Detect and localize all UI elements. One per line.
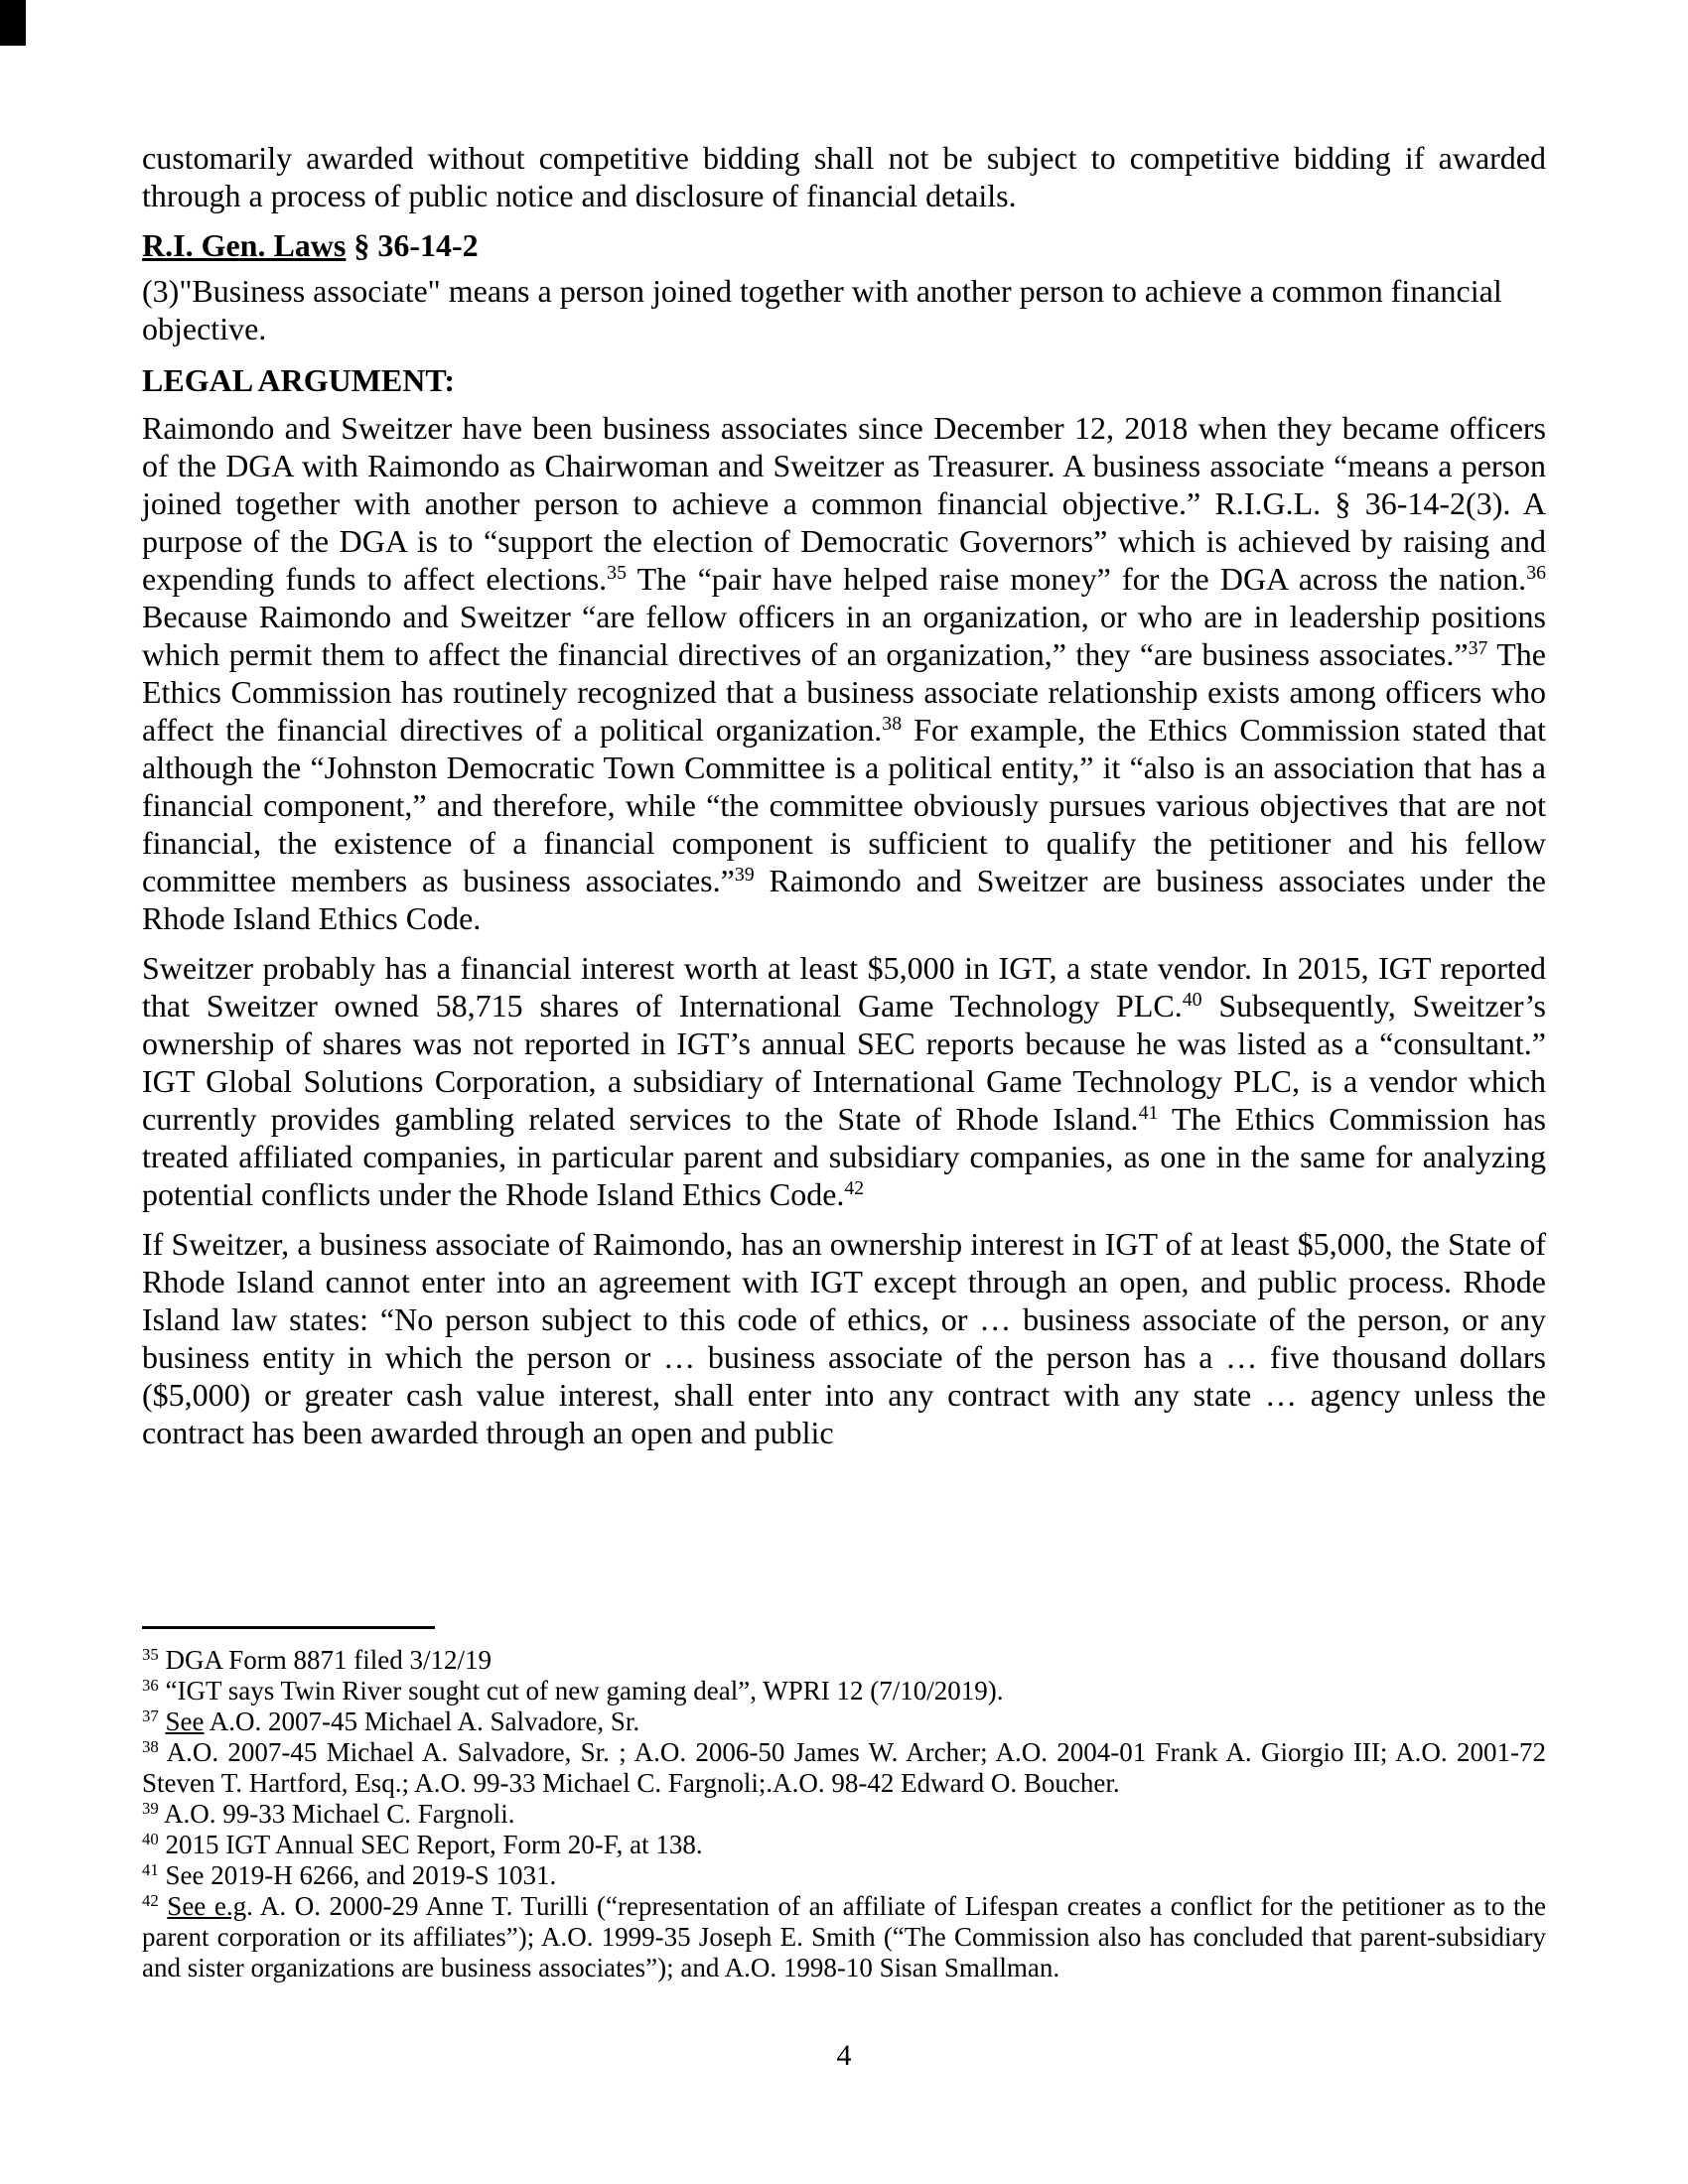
underlined-text: See e.g [167,1891,247,1921]
legal-argument-heading: LEGAL ARGUMENT: [142,362,455,398]
footnote: $^{41}$ See 2019-H 6266, and 2019-S 1031. [142,1859,557,1890]
footnote-separator [142,1626,435,1629]
footnote-number: 41 [142,1859,159,1879]
footnotes-list [142,1645,1546,1983]
argument-paragraph-3: If Sweitzer, a business associate of Raimondo, has an ownership interest in IGT of at least $5,000, the State of Rhode Island cannot enter into an agreement with IGT except through an open, and public process. Rhode Island law states: “No person subject to this code of ethics, or … business associate of the person, or any business entity in which the person or … business associate of the person has a … five thousand dollars ($5,000) or greater cash value interest, shall enter into any contract with any state … agency unless the contract has been awarded through an open and public [142,1226,1546,1450]
footnote-ref: 38 [882,713,903,736]
footnote-number: 38 [142,1736,159,1756]
footnote-ref: 40 [1182,989,1202,1012]
footnote: $^{35}$ DGA Form 8871 filed 3/12/19 [142,1644,492,1675]
footnote: $^{39}$ A.O. 99-33 Michael C. Fargnoli. [142,1798,515,1829]
footnotes-section [142,1626,1546,1983]
footnote: $^{42}$ See e.g. A. O. 2000-29 Anne T. Turilli (“representation of an affiliate of Lifespan creates a conflict for the petitioner as to the parent corporation or its affiliates”); A.O. 1999-35 Joseph E. Smith (“The Commission also has concluded that parent-subsidiary and sister organizations are business associates”); and A.O. 1998-10 Sisan Smallman. [142,1890,1546,1982]
footnote-number: 37 [142,1706,159,1725]
definition-paragraph: (3)"Business associate" means a person joined together with another person to achieve a common financial objective. [142,273,1502,346]
footnote-number: 36 [142,1675,159,1695]
intro-paragraph: customarily awarded without competitive bidding shall not be subject to competitive bidding if awarded through a process of public notice and disclosure of financial details. [142,140,1546,213]
footnote: $^{36}$ “IGT says Twin River sought cut of new gaming deal”, WPRI 12 (7/10/2019). [142,1675,1004,1706]
footnote-ref: 37 [1468,637,1488,660]
footnote-ref: 36 [1526,562,1547,585]
document-body [142,139,1546,1451]
argument-paragraph-1: Raimondo and Sweitzer have been business associates since December 12, 2018 when they became officers of the DGA with Raimondo as Chairwoman and Sweitzer as Treasurer. A business associate “means a person joined together with another person to achieve a common financial objective.” R.I.G.L. § 36-14-2(3). A purpose of the DGA is to “support the election of Democratic Governors” which is achieved by raising and expending funds to affect elections.$^{35}$ The “pair have helped raise money” for the DGA across the nation.$^{36}$ Because Raimondo and Sweitzer “are fellow officers in an organization, or who are in leadership positions which permit them to affect the financial directives of an organization,” they “are business associates.”$^{37}$ The Ethics Commission has routinely recognized that a business associate relationship exists among officers who affect the financial directives of a political organization.$^{38}$ For example, the Ethics Commission stated that although the “Johnston Democratic Town Committee is a political entity,” it “also is an association that has a financial component,” and therefore, while “the committee obviously pursues various objectives that are not financial, the existence of a financial component is sufficient to qualify the petitioner and his fellow committee members as business associates.”$^{39}$ Raimondo and Sweitzer are business associates under the Rhode Island Ethics Code. [142,410,1547,936]
footnote-number: 39 [142,1798,159,1818]
page-number: 4 [836,2039,852,2072]
statute-heading [142,226,1546,264]
footnote-ref: 35 [607,562,627,585]
footnote-ref: 42 [844,1177,865,1200]
statute-heading-rest: § 36-14-2 [346,227,479,263]
statute-heading-underlined: R.I. Gen. Laws [142,227,347,263]
underlined-text: See [165,1706,205,1736]
footnote: $^{40}$ 2015 IGT Annual SEC Report, Form 20-F, at 138. [142,1829,703,1859]
footnote-ref: 39 [734,864,755,887]
footnote-number: 40 [142,1829,159,1848]
footnote: $^{38}$ A.O. 2007-45 Michael A. Salvadore, Sr. ; A.O. 2006-50 James W. Archer; A.O. 2004-01 Frank A. Giorgio III; A.O. 2001-72 Steven T. Hartford, Esq.; A.O. 99-33 Michael C. Fargnoli;.A.O. 98-42 Edward O. Boucher. [142,1736,1546,1798]
footnote: $^{37}$ See A.O. 2007-45 Michael A. Salvadore, Sr. [142,1706,640,1736]
scan-corner-artifact [0,0,26,46]
argument-paragraph-2: Sweitzer probably has a financial interest worth at least $5,000 in IGT, a state vendor. In 2015, IGT reported that Sweitzer owned 58,715 shares of International Game Technology PLC.$^{40}$ Subsequently, Sweitzer’s ownership of shares was not reported in IGT’s annual SEC reports because he was listed as a “consultant.” IGT Global Solutions Corporation, a subsidiary of International Game Technology PLC, is a vendor which currently provides gambling related services to the State of Rhode Island.$^{41}$ The Ethics Commission has treated affiliated companies, in particular parent and subsidiary companies, as one in the same for analyzing potential conflicts under the Rhode Island Ethics Code.$^{42}$ [142,950,1547,1212]
footnote-number: 35 [142,1644,159,1664]
footnote-number: 42 [142,1890,159,1910]
footnote-ref: 41 [1138,1102,1159,1125]
